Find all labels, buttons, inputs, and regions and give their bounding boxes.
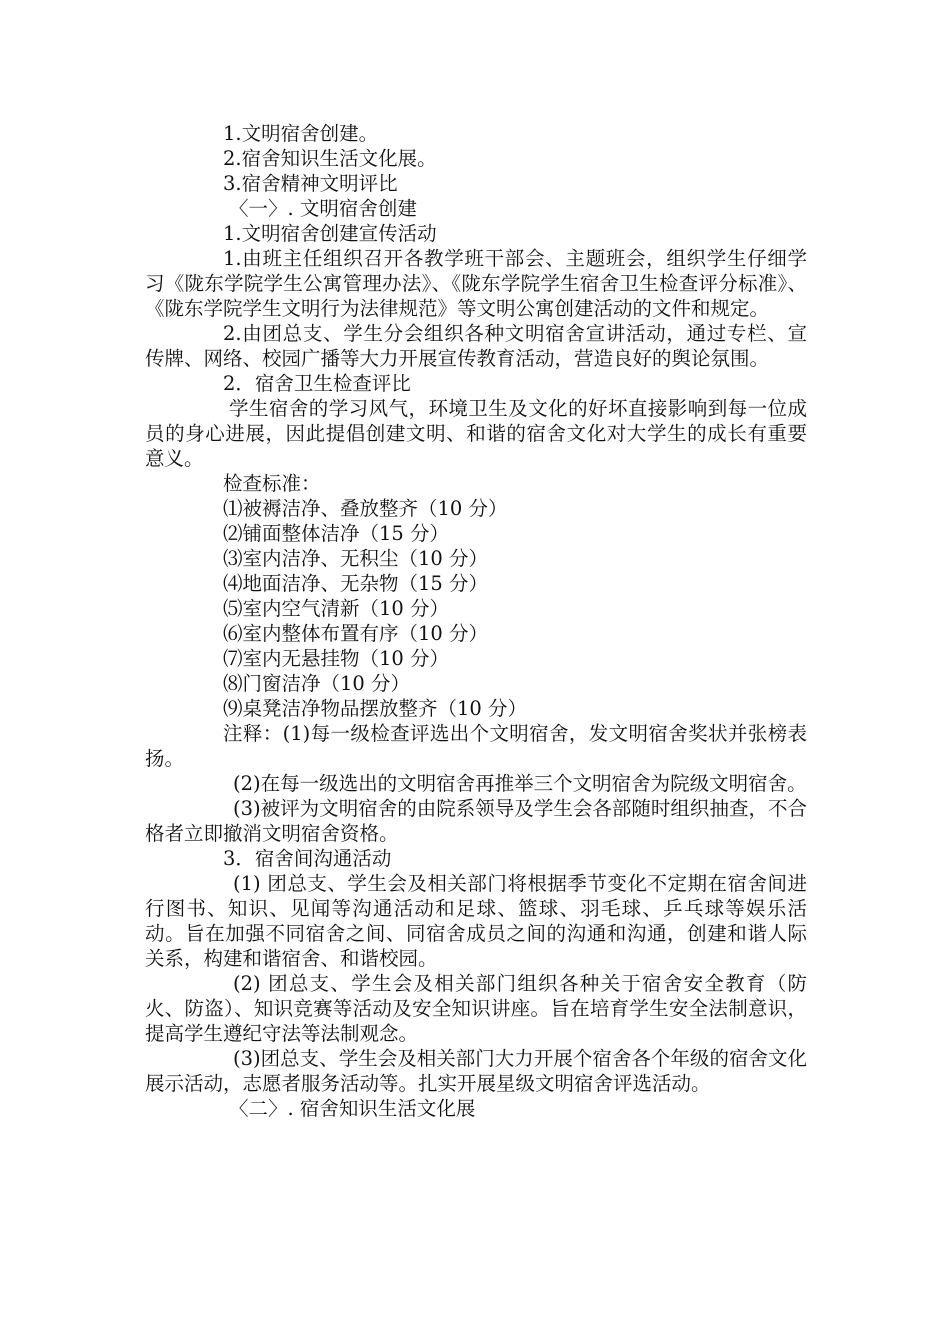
section-heading-1: 〈一〉. 文明宿舍创建 (229, 197, 417, 220)
criteria-item: ⑴被褥洁净、叠放整齐（10 分） (223, 497, 508, 520)
criteria-label: 检查标准： (223, 472, 321, 495)
criteria-item: ⑸室内空气清新（10 分） (223, 597, 450, 620)
criteria-item: ⑶室内洁净、无积尘（10 分） (223, 547, 489, 570)
criteria-item: ⑺室内无悬挂物（10 分） (223, 647, 450, 670)
subsection-heading-2: 2．宿舍卫生检查评比 (223, 372, 411, 395)
document-page (145, 121, 807, 1121)
paragraph-exchange-2: (2) 团总支、学生会及相关部门组织各种关于宿舍安全教育（防火、防盗）、知识竞赛等活动及安全知识讲座。旨在培育学生安全法制意识，提高学生遵纪守法等法制观念。 (145, 972, 807, 1045)
subsection-heading-3: 3．宿舍间沟通活动 (223, 847, 392, 870)
paragraph-exchange-3: (3)团总支、学生会及相关部门大力开展个宿舍各个年级的宿舍文化展示活动，志愿者服务活动等。扎实开展星级文明宿舍评选活动。 (145, 1047, 807, 1095)
criteria-item: ⑵铺面整体洁净（15 分） (223, 522, 450, 545)
top-list-item-3: 3.宿舍精神文明评比 (223, 172, 398, 195)
note-paragraph-2: (2)在每一级选出的文明宿舍再推举三个文明宿舍为院级文明宿舍。 (233, 772, 807, 795)
note-paragraph-1: 注释：(1)每一级检查评选出个文明宿舍，发文明宿舍奖状并张榜表扬。 (145, 722, 807, 770)
section-heading-2: 〈二〉. 宿舍知识生活文化展 (229, 1097, 476, 1120)
subsection-heading-1: 1.文明宿舍创建宣传活动 (223, 222, 437, 245)
paragraph-propaganda-1: 1.由班主任组织召开各教学班干部会、主题班会，组织学生仔细学习《陇东学院学生公寓管理办法》、《陇东学院学生宿舍卫生检查评分标准》、《陇东学院学生文明行为法律规范》等文明公寓创建活动的文件和规定。 (145, 247, 807, 320)
criteria-item: ⑷地面洁净、无杂物（15 分） (223, 572, 489, 595)
criteria-item: ⑻门窗洁净（10 分） (223, 672, 411, 695)
criteria-item: ⑼桌凳洁净物品摆放整齐（10 分） (223, 697, 528, 720)
paragraph-hygiene-intro: 学生宿舍的学习风气，环境卫生及文化的好坏直接影响到每一位成员的身心进展，因此提倡创建文明、和谐的宿舍文化对大学生的成长有重要意义。 (145, 397, 807, 470)
top-list-item-1: 1.文明宿舍创建。 (223, 122, 379, 145)
paragraph-propaganda-2: 2.由团总支、学生分会组织各种文明宿舍宣讲活动，通过专栏、宣传牌、网络、校园广播等大力开展宣传教育活动，营造良好的舆论氛围。 (145, 322, 807, 370)
criteria-item: ⑹室内整体布置有序（10 分） (223, 622, 489, 645)
paragraph-exchange-1: (1) 团总支、学生会及相关部门将根据季节变化不定期在宿舍间进行图书、知识、见闻等沟通活动和足球、篮球、羽毛球、乒乓球等娱乐活动。旨在加强不同宿舍之间、同宿舍成员之间的沟通和沟通，创建和谐人际关系，构建和谐宿舍、和谐校园。 (145, 872, 807, 970)
note-paragraph-3: (3)被评为文明宿舍的由院系领导及学生会各部随时组织抽查，不合格者立即撤消文明宿舍资格。 (145, 797, 807, 845)
top-list-item-2: 2.宿舍知识生活文化展。 (223, 147, 437, 170)
